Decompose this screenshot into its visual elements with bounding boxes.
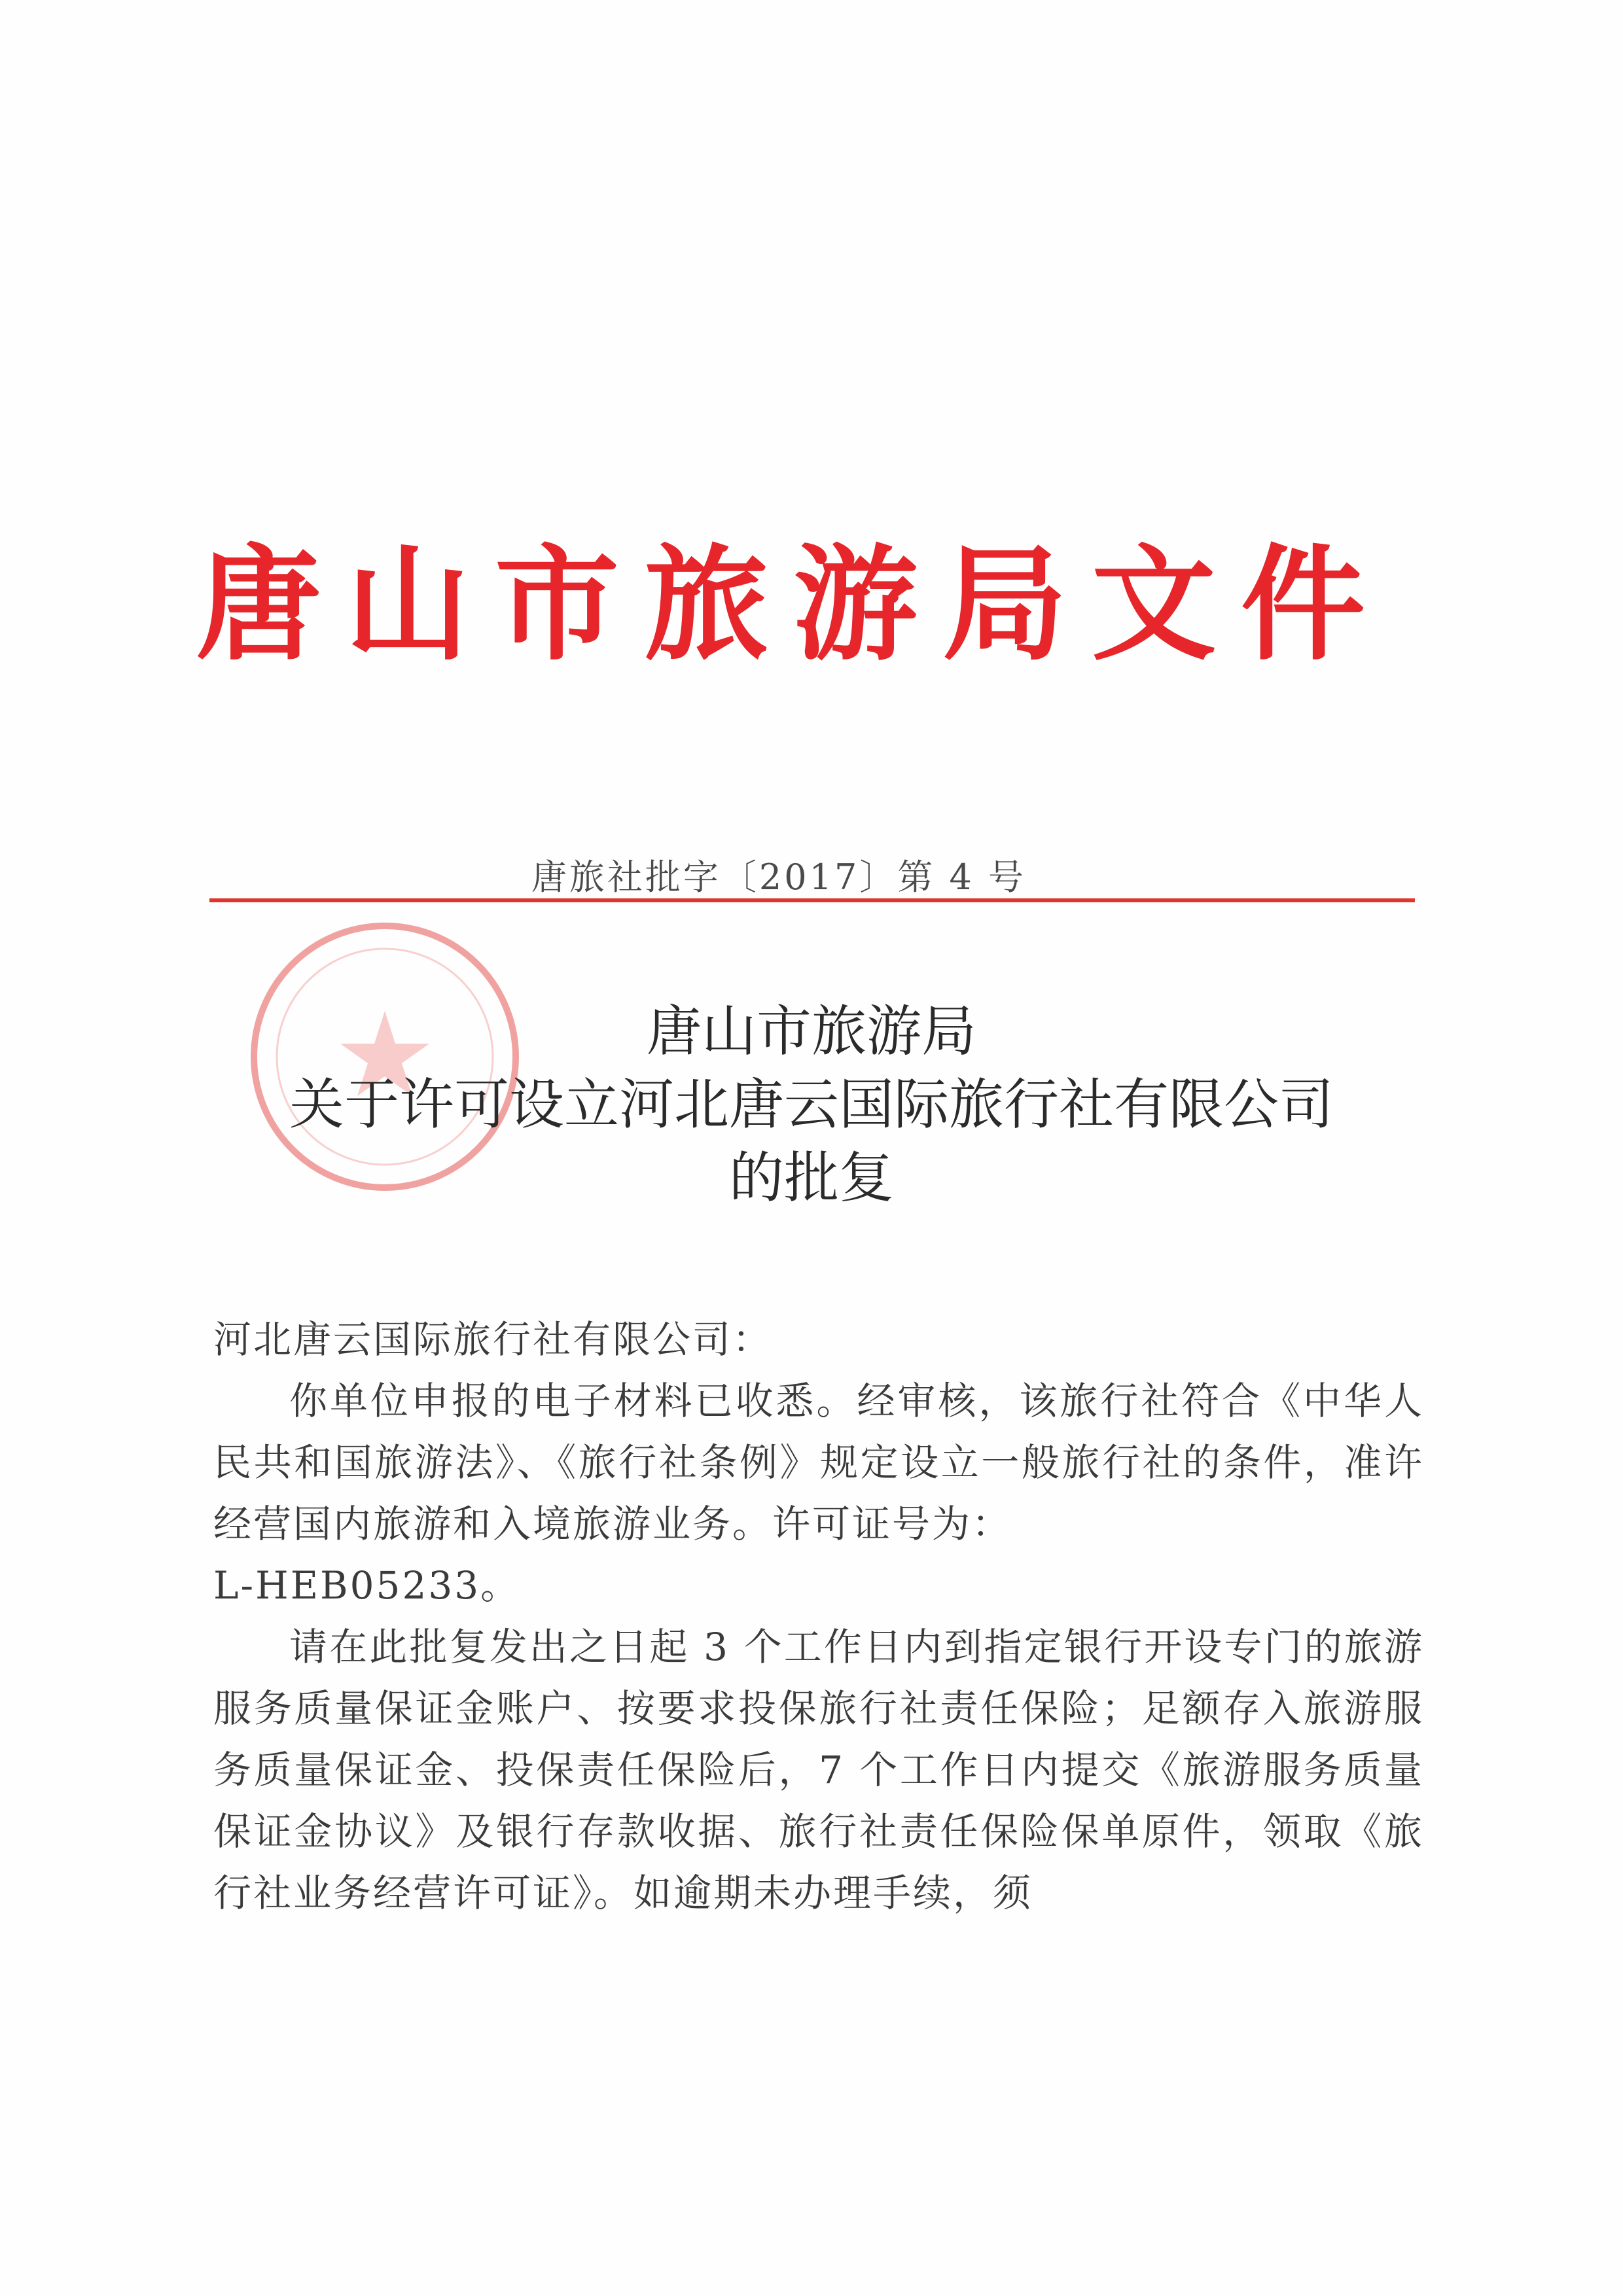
red-divider-line xyxy=(209,898,1415,902)
license-number: L-HEB05233。 xyxy=(213,1563,521,1608)
paragraph-1-text: 你单位申报的电子材料已收悉。经审核，该旅行社符合《中华人民共和国旅游法》、《旅行社条例》规定设立一般旅行社的条件，准许经营国内旅游和入境旅游业务。许可证号为： xyxy=(213,1379,1424,1546)
paragraph-2: 请在此批复发出之日起 3 个工作日内到指定银行开设专门的旅游服务质量保证金账户、按要求投保旅行社责任保险；足额存入旅游服务质量保证金、投保责任保险后，7 个工作日内提交《旅游服务质量保证金协议》及银行存款收据、旅行社责任保险保单原件，领取《旅行社业务经营许可证》。如逾期未办理手续，须 xyxy=(213,1625,1424,1915)
document-number: 唐旅社批字〔2017〕第 4 号 xyxy=(531,857,1027,898)
title-line-1: 唐山市旅游局 xyxy=(646,999,976,1063)
title-line-2: 关于许可设立河北唐云国际旅行社有限公司 xyxy=(289,1072,1334,1137)
masthead-title: 唐山市旅游局文件 xyxy=(196,533,1391,677)
document-body xyxy=(213,1309,1424,1924)
paragraph-1 xyxy=(213,1370,1424,1616)
title-line-3: 的批复 xyxy=(728,1146,894,1210)
document-title xyxy=(183,995,1440,1214)
addressee: 河北唐云国际旅行社有限公司： xyxy=(213,1317,773,1362)
